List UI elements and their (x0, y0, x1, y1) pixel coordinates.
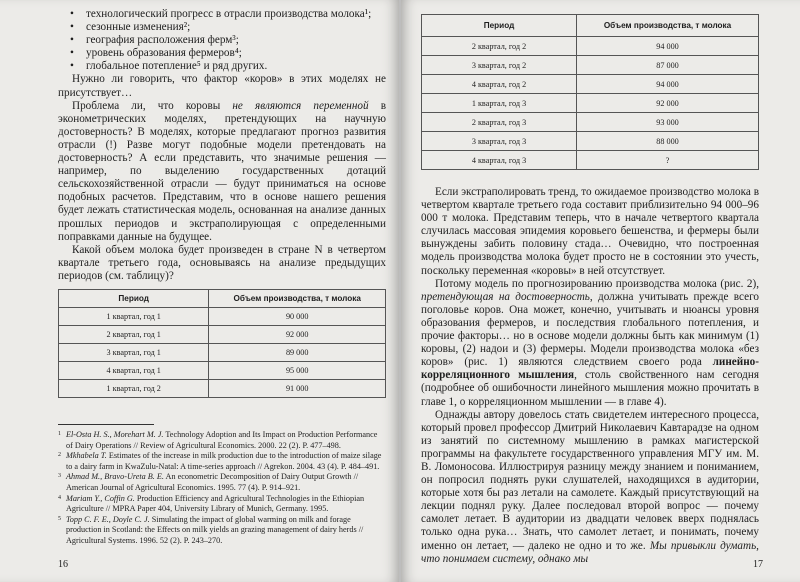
list-item: • технологический прогресс в отрасли производства молока¹; (58, 8, 386, 21)
footnote (58, 451, 386, 472)
table-cell: 2 квартал, год 3 (422, 113, 577, 132)
table-cell: 4 квартал, год 1 (59, 361, 209, 379)
list-item: • сезонные изменения²; (58, 21, 386, 34)
table-cell: ? (577, 151, 759, 170)
right-page-content (421, 14, 759, 566)
table-cell: 93 000 (577, 113, 759, 132)
table-row (422, 151, 759, 170)
column-header: Период (422, 15, 577, 37)
production-table (58, 289, 386, 398)
italic-span: претендующая на достоверность (421, 290, 590, 303)
column-header: Объем производства, т молока (209, 289, 386, 307)
table-header-row (422, 15, 759, 37)
page-number: 16 (58, 559, 68, 570)
table-row (59, 307, 386, 325)
footnote-text: Technology Adoption and Its Impact on Production Performance of Dairy Operations // Review of Agricultural Economics. 2000. 22 (2). P. 477–498. (66, 429, 378, 450)
list-item: • география расположения ферм³; (58, 34, 386, 47)
table-cell: 92 000 (209, 325, 386, 343)
table-cell: 95 000 (209, 361, 386, 379)
text-span: Потому модель по прогнозированию производства молока (рис. 2), (435, 277, 759, 290)
footnote-author: Mkhabela T. (66, 451, 107, 461)
page-number: 17 (753, 559, 763, 570)
table-header-row (59, 289, 386, 307)
table-cell: 92 000 (577, 94, 759, 113)
list-item: • глобальное потепление⁵ и ряд других. (58, 60, 386, 73)
table-cell: 89 000 (209, 343, 386, 361)
table-row (422, 132, 759, 151)
footnote-number: 1 (58, 430, 61, 437)
text-span: , столь свойственного нам сегодня (подробнее об ошибочности линейного мышления можно прочитать в главе 1, о корреляционном мышлении — в главе 4). (421, 369, 759, 408)
table-cell: 3 квартал, год 2 (422, 56, 577, 75)
footnote-number: 4 (58, 494, 61, 501)
footnote (58, 430, 386, 451)
footnote-author: Mariam Y., Coffin G. (66, 493, 135, 503)
footnote-text: Estimates of the increase in milk production due to the introduction of maize silage to a dairy farm in KwaZulu-Natal: A time-series approach // Agrekon. 2004. 43 (4). P. 484–491. (66, 451, 382, 471)
table-cell: 94 000 (577, 37, 759, 56)
paragraph (421, 409, 759, 566)
footnote-text: Simulating the impact of global warming on milk and forage production in Scotland: the Effects on milk yields an grazing management of dairy herds // Agricultural Systems. 1996. 52 (2). P. 243–270. (66, 514, 364, 545)
left-page (0, 0, 399, 582)
table-cell: 88 000 (577, 132, 759, 151)
table-row (422, 113, 759, 132)
column-header: Период (59, 289, 209, 307)
table-cell: 1 квартал, год 2 (59, 379, 209, 397)
column-header: Объем производства, т молока (577, 15, 759, 37)
list-item: • уровень образования фермеров⁴; (58, 47, 386, 60)
table-cell: 91 000 (209, 379, 386, 397)
table-cell: 3 квартал, год 3 (422, 132, 577, 151)
footnote (58, 515, 386, 547)
table-cell: 1 квартал, год 1 (59, 307, 209, 325)
text-span: Проблема ли, что коровы (72, 99, 233, 112)
bold-span: линейно-корреляционного мышления (421, 356, 759, 382)
right-page (401, 0, 800, 582)
table-row (422, 37, 759, 56)
footnote-text: Production Efficiency and Agricultural Technologies in the Ethiopian Agriculture // MPRA Paper 404, University Library of Munich, Germany. 1995. (66, 493, 365, 514)
table-row (422, 75, 759, 94)
production-table-continued (421, 14, 759, 170)
paragraph: Нужно ли говорить, что фактор «коров» в этих моделях не присутствует… (58, 73, 386, 99)
footnote-number: 3 (58, 473, 61, 480)
footnotes (58, 430, 386, 547)
table-row (59, 379, 386, 397)
footnote-number: 5 (58, 515, 61, 522)
footnote (58, 494, 386, 515)
paragraph (421, 278, 759, 409)
table-cell: 2 квартал, год 2 (422, 37, 577, 56)
paragraph: Если экстраполировать тренд, то ожидаемое производство молока в четвертом квартале третьего года составит приблизительно 94 000–96 000 т молока. Представим теперь, что в начале четвертого квартала случилась массовая эпидемия коровьего бешенства, и фермеры были вынуждены забить половину стада… Очевидно, что построенная модель производства молока будет просто не в состоянии это учесть, поскольку переменная «коровы» в ней отсутствует. (421, 186, 759, 277)
text-span: в эконометрических моделях, претендующих на научную достоверность? В моделях, которые предлагают прогноз развития отрасли (!) Разве могут подобные модели претендовать на достоверность? А если представить, что значимые решения — например, по выделению государственных дотаций сельскохозяйственной отрасли — будут приниматься на основе подобных расчетов. Представим, что в основе нашего решения будет лежать статистическая модель, основанная на анализе данных прошлых периодов и экстраполирующая с определенными поправками данные на будущее. (58, 99, 386, 243)
table-row (422, 94, 759, 113)
table-cell: 3 квартал, год 1 (59, 343, 209, 361)
paragraph (58, 100, 386, 244)
footnote-text: An econometric Decomposition of Dairy Output Growth // American Journal of Agricultural Economics. 1995. 77 (4). P. 914–921. (66, 472, 359, 492)
text-span: , должна учитывать прежде всего поголовье коров. Она может, конечно, учитывать и нюансы уровня образования фермеров, и последствия глобального потепления, и прочие факторы… но в основе модели должны быть как минимум (1) коровы, (2) надои и (3) фермеры. Модели производства молока «без коров» (рис. 1) являются следствием своего рода (421, 290, 759, 369)
table-row (59, 325, 386, 343)
table-row (422, 56, 759, 75)
table-row (59, 361, 386, 379)
footnote-separator (58, 424, 154, 425)
table-row (59, 343, 386, 361)
italic-span: не являются переменной (232, 99, 369, 112)
footnote-number: 2 (58, 452, 61, 459)
table-cell: 90 000 (209, 307, 386, 325)
table-cell: 1 квартал, год 3 (422, 94, 577, 113)
table-cell: 2 квартал, год 1 (59, 325, 209, 343)
italic-span: Мы привыкли думать, что понимаем систему, однако мы (421, 539, 759, 565)
table-cell: 4 квартал, год 3 (422, 151, 577, 170)
footnote-author: Ahmad M., Bravo-Ureta B. E. (66, 472, 164, 482)
table-cell: 4 квартал, год 2 (422, 75, 577, 94)
text-span: Однажды автору довелось стать свидетелем интересного процесса, который провел профессор Дмитрий Николаевич Кавтарадзе на одном из занятий по системному мышлению в рамках магистерской программы на факультете государственного управления МГУ им. М. В. Ломоносова. Иллюстрируя разницу между знанием и пониманием, он попросил поднять руки слушателей, находящихся в аудитории, которые хотя бы раз летали на самолете. Каждый присутствующий на лекции поднял руку. Далее последовал второй вопрос — почему самолет летает. В аудитории из двадцати человек вверх поднялась только одна рука… Знать, что самолет летает, и понимать, почему именно он летает, — далеко не одно и то же. (421, 408, 759, 552)
footnote-author: El-Osta H. S., Morehart M. J. (66, 429, 164, 439)
footnote-author: Topp C. F. E., Doyle C. J. (66, 514, 150, 524)
footnote (58, 472, 386, 493)
table-cell: 87 000 (577, 56, 759, 75)
left-page-content (58, 8, 386, 547)
paragraph: Какой объем молока будет произведен в стране N в четвертом квартале третьего года, основываясь на анализе предыдущих периодов (см. таблицу)? (58, 243, 386, 282)
table-cell: 94 000 (577, 75, 759, 94)
factor-list (58, 8, 386, 73)
